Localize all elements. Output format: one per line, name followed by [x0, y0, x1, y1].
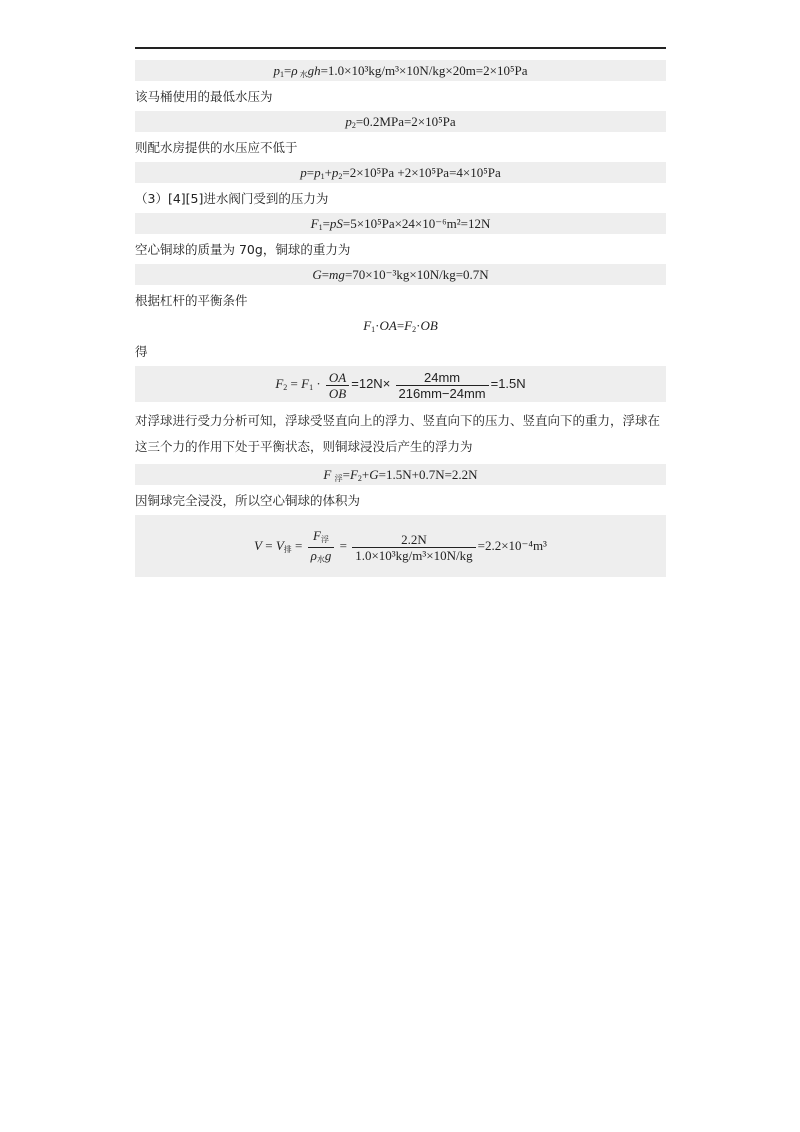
text-therefore: 得 — [135, 344, 148, 359]
formula-f2: $F_2 = F_1$ · $\frac{OA}{OB}$ =12N× $\frac{24mm}{216mm-24mm}$ =1.5N — [135, 366, 666, 402]
formula-buoyancy: F $_浮=F_2+G=1.5N+0.7N=2.2N$ — [135, 464, 666, 485]
fraction-volume-values: $\frac{2.2N}{\text{1.0×10³kg/m³×10N/kg}}$ — [352, 532, 475, 563]
formula-lever-balance: $F_1\cdot OA=F_2\cdot OB$ — [363, 318, 438, 334]
formula-min-pressure: $p_2=0.2MPa=2\times 10^5Pa$ — [135, 111, 666, 132]
formula-water-pressure: $p_1=\rho$ $_水$gh=1.0×10³kg/m³×10N/kg×20m=2×10⁵Pa — [135, 60, 666, 81]
header-rule — [135, 47, 666, 49]
text-volume: 因铜球完全浸没，所以空心铜球的体积为 — [135, 493, 361, 508]
formula-gravity: G=mg=70×10⁻³kg×10N/kg=0.7N — [135, 264, 666, 285]
fraction-oa-ob: $\frac{OA}{OB}$ — [326, 370, 349, 401]
text-lever-condition: 根据杠杆的平衡条件 — [135, 293, 248, 308]
text-valve-force: （3）[4][5]进水阀门受到的压力为 — [135, 191, 329, 206]
text-supply-pressure: 则配水房提供的水压应不低于 — [135, 140, 298, 155]
fraction-lengths: $\frac{24mm}{216mm-24mm}$ — [396, 370, 489, 401]
fraction-f-rho-g: $\frac{F_浮}{\rho_水g}$ — [308, 528, 335, 567]
text-ball-mass: 空心铜球的质量为 70g，铜球的重力为 — [135, 242, 351, 257]
formula-valve-force: $F_1=pS=5\times 10^5Pa\times 24\times 10^{-6}m^2=12N$ — [135, 213, 666, 234]
text-force-analysis: 对浮球进行受力分析可知，浮球受竖直向上的浮力、竖直向下的压力、竖直向下的重力，浮球在这三个力的作用下处于平衡状态，则铜球浸没后产生的浮力为 — [135, 413, 661, 454]
formula-supply-pressure: $p=p_1+p_2=2\times 10^5Pa +2\times 10^5Pa=4\times 10^5Pa$ — [135, 162, 666, 183]
text-min-pressure: 该马桶使用的最低水压为 — [135, 89, 273, 104]
formula-volume: $V = V_排$ = $\frac{F_浮}{\rho_水g}$ = $\frac{2.2N}{\text{1.0×10³kg/m³×10N/kg}}$ =2.2×10⁻⁴m³ — [135, 515, 666, 577]
document-body — [135, 58, 666, 583]
